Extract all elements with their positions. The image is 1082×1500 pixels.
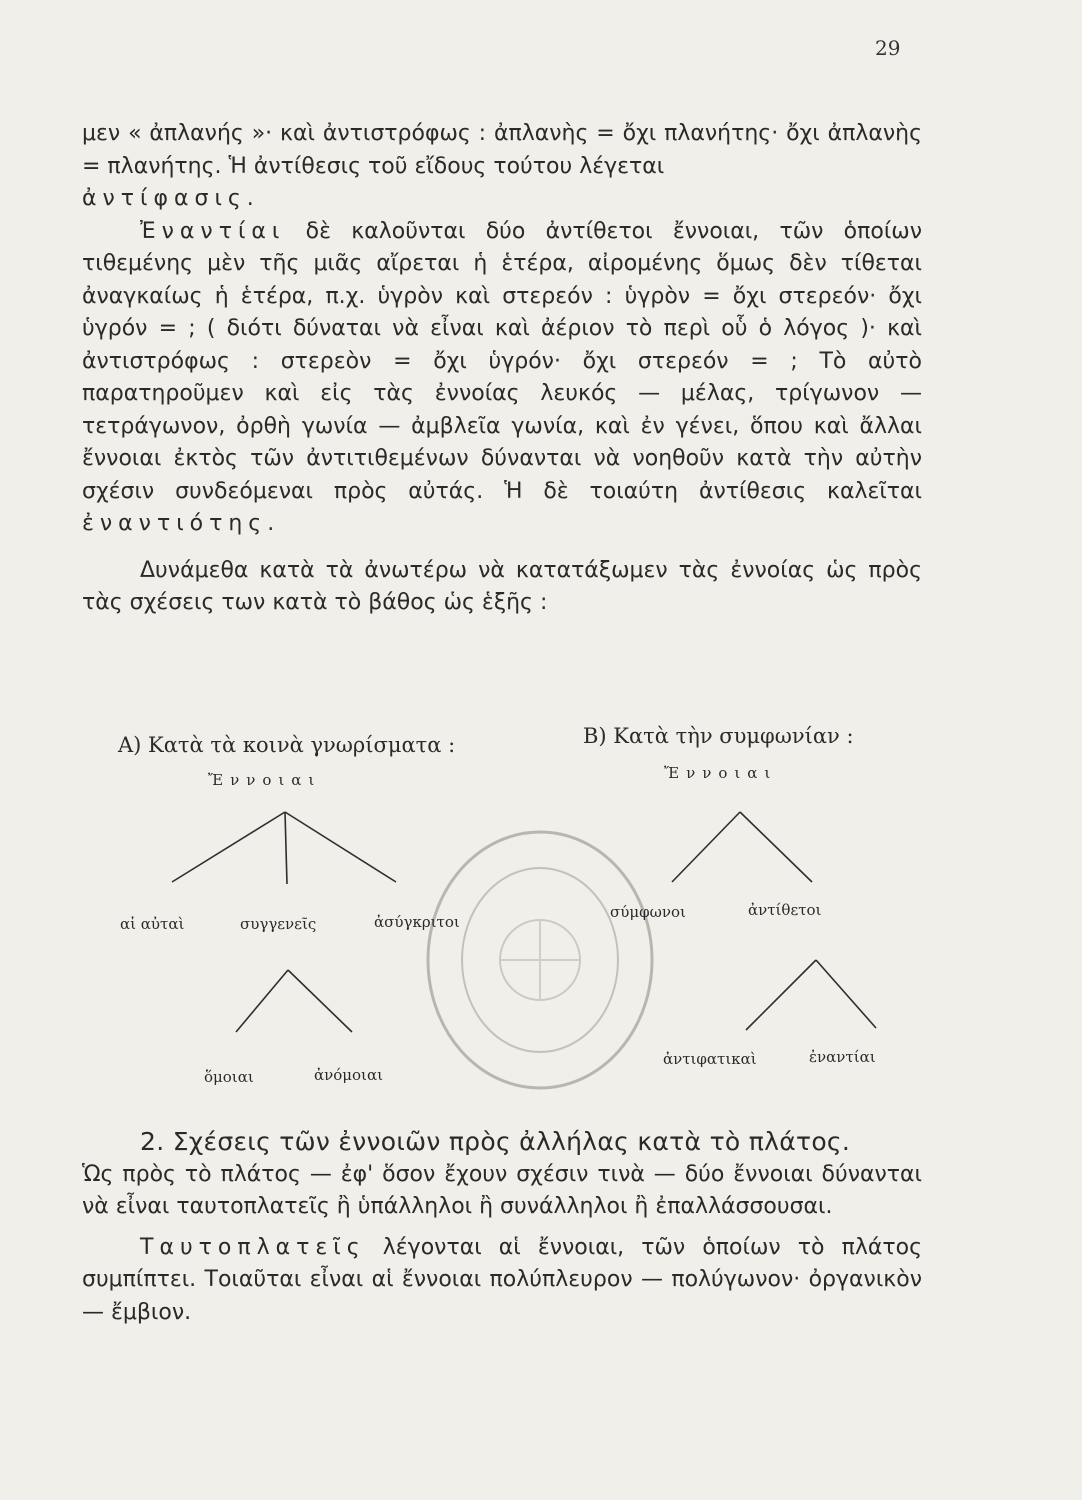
paragraph-5 <box>82 1232 922 1330</box>
diagram-b-child-2: ἀντίθετοι <box>748 901 822 919</box>
term-tautoplateis: Ταυτοπλατεῖς <box>140 1234 366 1260</box>
diagram-b-edge-3 <box>746 960 816 1030</box>
diagram-a-root: Ἔννοιαι <box>208 771 322 789</box>
paragraph-2-text: δὲ καλοῦνται δύο ἀντίθετοι ἔννοιαι, τῶν ὁποίων τιθεμένης μὲν τῆς μιᾶς αἴρεται ἡ ἑτέρα, αἰρομένης ὅμως δὲν τίθεται ἀναγκαίως ἡ ἑτέρα, π.χ. ὑγρὸν καὶ στερεόν : ὑγρὸν = ὄχι στερεόν· ὄχι ὑγρόν = ; ( διότι δύναται νὰ εἶναι καὶ ἀέριον τὸ περὶ οὗ ὁ λόγος )· καὶ ἀντιστρόφως : στερεὸν = ὄχι ὑγρόν· ὄχι στερεόν = ; Τὸ αὐτὸ παρατηροῦμεν καὶ εἰς τὰς ἐννοίας λευκός — μέλας, τρίγωνον — τετράγωνον, ὀρθὴ γωνία — ἀμβλεῖα γωνία, καὶ ἐν γένει, ὅπου καὶ ἄλλαι ἔννοιαι ἐκτὸς τῶν ἀντιτιθεμένων δύνανται νὰ νοηθοῦν κατὰ τὴν αὐτὴν σχέσιν συνδεόμεναι πρὸς αὐτάς. Ἡ δὲ τοιαύτη ἀντίθεσις καλεῖται <box>82 218 922 504</box>
paragraph-3: Δυνάμεθα κατὰ τὰ ἀνωτέρω νὰ κατατάξωμεν τὰς ἐννοίας ὡς πρὸς τὰς σχέσεις των κατὰ τὸ βάθος ὡς ἑξῆς : <box>82 557 922 615</box>
diagram-b-edge-1 <box>672 812 740 882</box>
diagram-a-child-1: αἱ αὐταὶ <box>120 915 185 933</box>
diagram-b-title: B) Κατὰ τὴν συμφωνίαν : <box>583 724 854 748</box>
paragraph-5-text: λέγονται αἱ ἔννοιαι, τῶν ὁποίων τὸ πλάτος συμπίπτει. Τοιαῦται εἶναι αἱ ἔννοιαι πολύπλευρον — πολύγωνον· ὀργανικὸν — ἔμβιον. <box>82 1234 922 1325</box>
diagram-b-grandchild-1: ἀντιφατικαὶ <box>663 1050 757 1068</box>
diagram-a-edge-4 <box>236 970 288 1032</box>
term-enantiai: Ἐναντίαι <box>140 218 286 244</box>
diagram-a-title: A) Κατὰ τὰ κοινὰ γνωρίσματα : <box>118 733 456 757</box>
diagram-b-grandchild-2: ἐναντίαι <box>809 1048 876 1066</box>
diagram-a-edge-3 <box>285 812 396 882</box>
diagram-a-edge-1 <box>172 812 285 882</box>
diagram-a-edge-5 <box>288 970 352 1032</box>
term-antiphasis: ἀντίφασις. <box>82 186 260 211</box>
diagram-a-grandchild-2: ἀνόμοιαι <box>314 1066 383 1084</box>
diagram-a-child-2: συγγενεῖς <box>240 915 317 933</box>
section-heading: 2. Σχέσεις τῶν ἐννοιῶν πρὸς ἀλλήλας κατὰ τὸ πλάτος. <box>140 1127 851 1156</box>
paragraph-1-text: μεν « ἀπλανής »· καὶ ἀντιστρόφως : ἀπλανὴς = ὄχι πλανήτης· ὄχι ἀπλανὴς = πλανήτης. Ἡ ἀντίθεσις τοῦ εἴδους τούτου λέγεται <box>82 121 922 179</box>
diagram-b-edge-4 <box>816 960 876 1028</box>
diagram-a-edge-2 <box>285 812 287 884</box>
page-number: 29 <box>875 36 901 60</box>
diagram-a-grandchild-1: ὅμοιαι <box>204 1068 254 1086</box>
diagram-a-child-3: ἀσύγκριτοι <box>374 913 460 931</box>
diagram-b-root: Ἔννοιαι <box>664 764 778 782</box>
paragraph-4: Ὡς πρὸς τὸ πλάτος — ἐφ' ὅσον ἔχουν σχέσιν τινὰ — δύο ἔννοιαι δύνανται νὰ εἶναι ταυτοπλατεῖς ἢ ὑπάλληλοι ἢ συνάλληλοι ἢ ἐπαλλάσσουσαι. <box>82 1161 922 1219</box>
diagram-b-child-1: σύμφωνοι <box>610 903 686 921</box>
term-enantiotes: ἐναντιότης. <box>82 511 281 536</box>
text-block-bottom <box>82 1126 922 1329</box>
diagram-b-edge-2 <box>740 812 812 882</box>
